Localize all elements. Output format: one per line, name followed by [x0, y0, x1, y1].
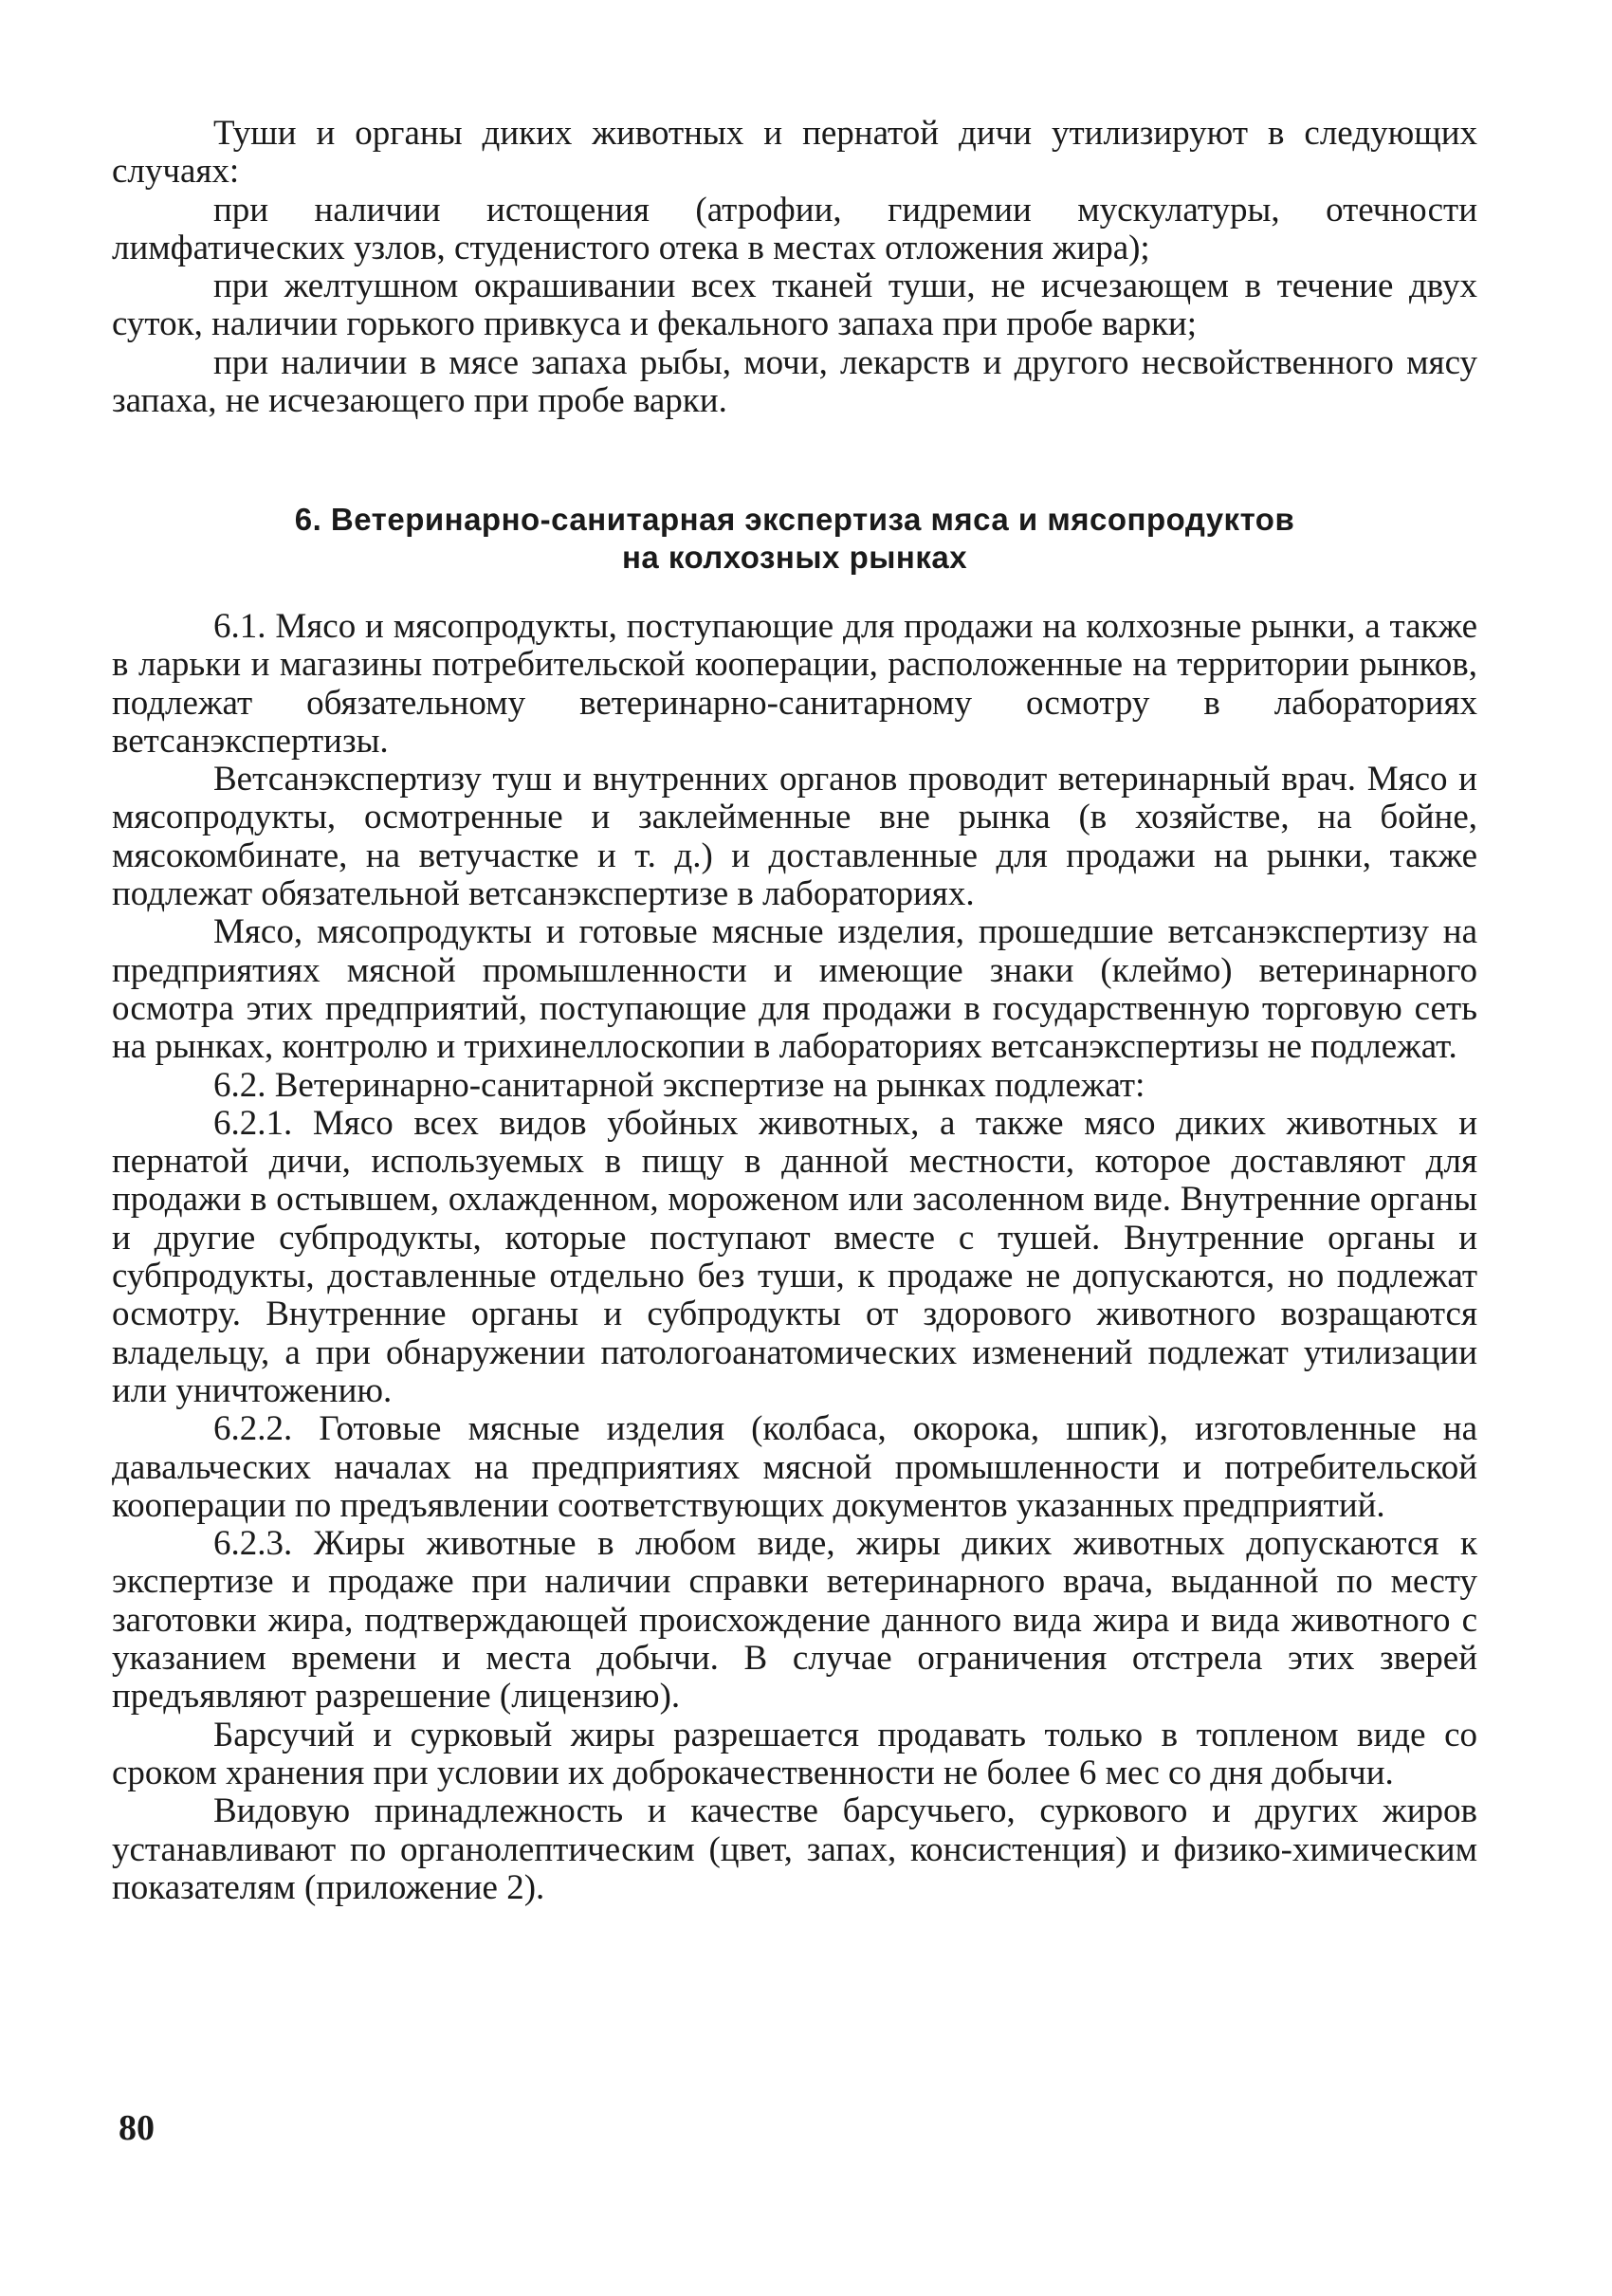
paragraph: при наличии истощения (атрофии, гидремии мускулатуры, отечности лимфатических узлов, студенистого отека в местах отложения жира);: [112, 190, 1477, 267]
paragraph: Мясо, мясопродукты и готовые мясные изделия, прошедшие ветсанэкспертизу на предприятиях мясной промышленности и имеющие знаки (клеймо) ветеринарного осмотра этих предприятий, поступающие для продажи в государственную торговую сеть на рынках, контролю и трихинеллоскопии в лабораториях ветсанэкспертизы не подлежат.: [112, 912, 1477, 1067]
paragraph: при наличии в мясе запаха рыбы, мочи, лекарств и другого несвойственного мясу запаха, не исчезающего при пробе варки.: [112, 342, 1477, 421]
section-title-line-2: на колхозных рынках: [621, 540, 968, 575]
paragraph: Ветсанэкспертизу туш и внутренних органов проводит ветеринарный врач. Мясо и мясопродукты, осмотренные и заклейменные вне рынка (в хозяйстве, на бойне, мясокомбинате, на ветучастке и т. д.) и доставленные для продажи на рынки, также подлежат обязательной ветсанэкспертизе в лабораториях.: [112, 760, 1477, 914]
paragraph: 6.2.1. Мясо всех видов убойных животных, а также мясо диких животных и пернатой дичи, используемых в пищу в данной местности, которое доставляют для продажи в остывшем, охлажденном, мороженом или засоленном виде. Внутренние органы и другие субпродукты, которые поступают вместе с тушей. Внутренние органы и субпродукты, доставленные отдельно без туши, к продаже не допускаются, но подлежат осмотру. Внутренние органы и субпродукты от здорового животного возращаются владельцу, а при обнаружении патологоанатомических изменений подлежат утилизации или уничтожению.: [112, 1103, 1477, 1410]
paragraph: 6.2. Ветеринарно-санитарной экспертизе на рынках подлежат:: [213, 1065, 1145, 1105]
paragraph: при желтушном окрашивании всех тканей туши, не исчезающем в течение двух суток, наличии горького привкуса и фекального запаха при пробе варки;: [112, 266, 1477, 344]
paragraph: 6.2.3. Жиры животные в любом виде, жиры диких животных допускаются к экспертизе и продаже при наличии справки ветеринарного врача, выданной по месту заготовки жира, подтверждающей происхождение данного вида жира и вида животного с указанием времени и места добычи. В случае ограничения отстрела этих зверей предъявляют разрешение (лицензию).: [112, 1524, 1477, 1717]
paragraph: Туши и органы диких животных и пернатой дичи утилизируют в следующих случаях:: [112, 114, 1477, 192]
section-heading: [112, 501, 1477, 577]
paragraph: Видовую принадлежность и качестве барсучьего, суркового и других жиров устанавливают по органолептическим (цвет, запах, консистенция) и физико-химическим показателям (приложение 2).: [112, 1791, 1477, 1907]
section-body: [112, 608, 1477, 1907]
paragraph: Барсучий и сурковый жиры разрешается продавать только в топленом виде со сроком хранения при условии их доброкачественности не более 6 мес со дня добычи.: [112, 1715, 1477, 1792]
paragraph: 6.1. Мясо и мясопродукты, поступающие для продажи на колхозные рынки, а также в ларьки и магазины потребительской кооперации, расположенные на территории рынков, подлежат обязательному ветеринарно-санитарному осмотру в лабораториях ветсанэкспертизы.: [112, 607, 1477, 761]
page-number: 80: [119, 2108, 155, 2148]
intro-text: [112, 115, 1477, 420]
paragraph: 6.2.2. Готовые мясные изделия (колбаса, окорока, шпик), изготовленные на давальческих началах на предприятиях мясной промышленности и потребительской кооперации по предъявлении соответствующих документов указанных предприятий.: [112, 1409, 1477, 1525]
section-title-line-1: 6. Ветеринарно-санитарная экспертиза мяса и мясопродуктов: [294, 502, 1295, 537]
